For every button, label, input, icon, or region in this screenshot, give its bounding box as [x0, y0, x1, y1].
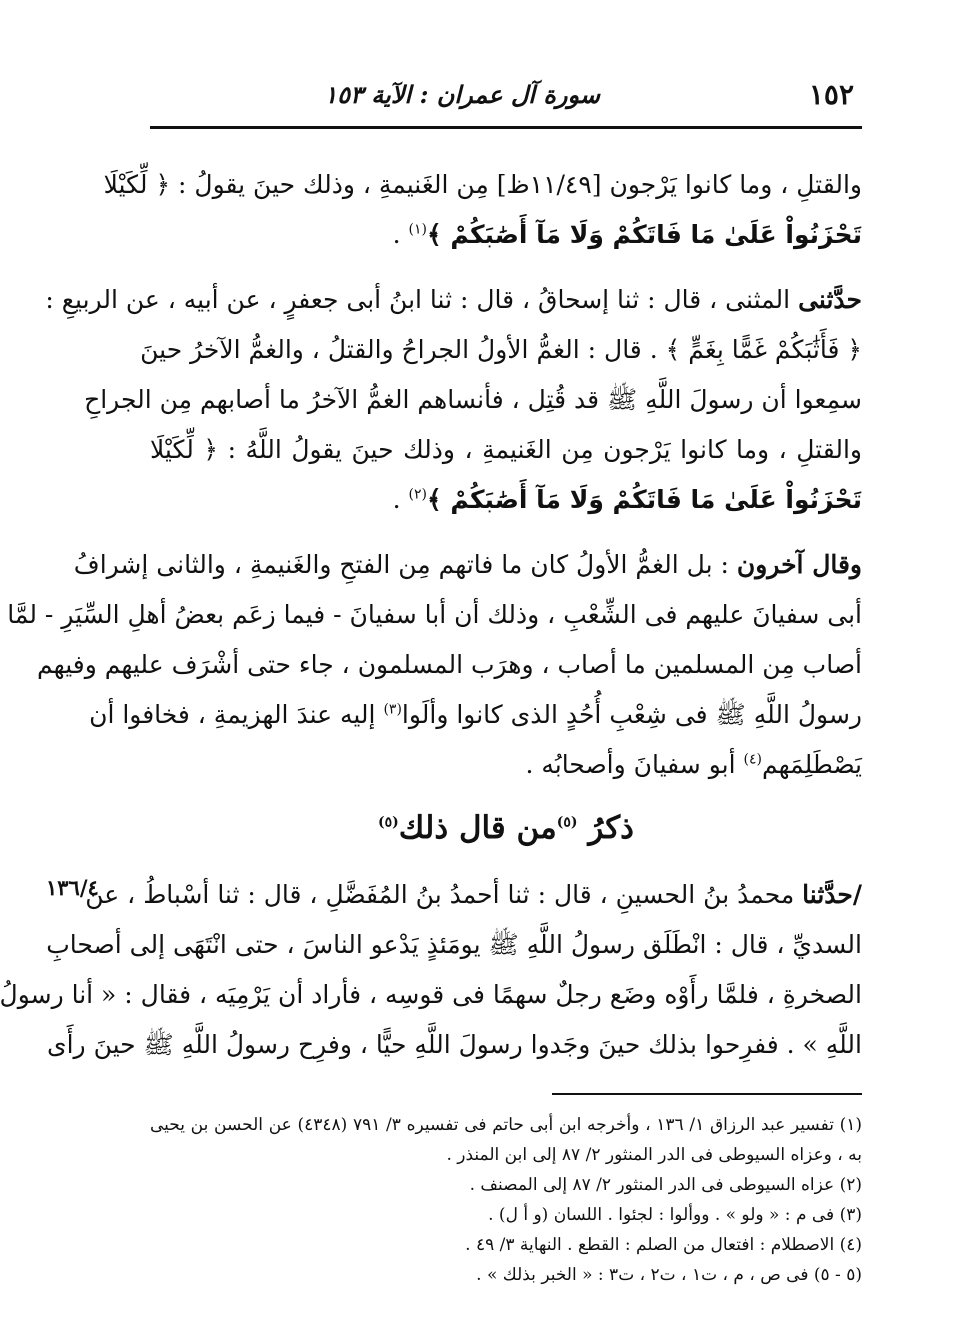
- text-line: أصاب مِن المسلمين ما أصاب ، وهرَب المسلمون ، جاء حتى أشْرَف عليهم وفيهم: [37, 650, 862, 679]
- footnote: به ، وعزاه السيوطى فى الدر المنثور ٢/ ٨٧ إلى ابن المنذر .: [446, 1145, 862, 1165]
- footnotes: [150, 1110, 862, 1290]
- text-line: رسولُ اللَّهِ ﷺ فى شِعْبِ أُحُدٍ الذى كانوا وألَوا$^{(٣)}$ إليه عندَ الهزيمةِ ، فخافوا أن: [89, 700, 862, 729]
- footnote-marker: (١): [408, 221, 427, 238]
- text-line: ﴿ فَأَثَٰبَكُمْ غَمًّا بِغَمٍّ ﴾ . قال : الغمُّ الأولُ الجراحُ والقتلُ ، والغمُّ الآخرُ حينَ: [140, 335, 862, 364]
- footnote-marker: (٥): [556, 814, 578, 831]
- narration-opener: حدَّثنى: [798, 285, 862, 314]
- margin-page-reference: ١٣٦/٤: [46, 875, 99, 900]
- footnote-marker: (٤): [743, 751, 762, 768]
- text-line: السديِّ ، قال : انْطَلَق رسولُ اللَّهِ ﷺ يومَئذٍ يَدْعو الناسَ ، حتى انْتَهَى إلى أصحابِ: [46, 930, 862, 959]
- running-title: سورة آل عمران : الآية ١٥٣: [324, 80, 600, 109]
- page-number: ١٥٢: [808, 78, 854, 111]
- text-line: أبى سفيانَ عليهم فى الشِّعْبِ ، وذلك أن أبا سفيانَ - فيما زعَم بعضُ أهلِ السِّيَرِ - لمَّا: [7, 600, 862, 629]
- footnote-marker: (٥): [378, 814, 399, 831]
- quran-verse: تَحْزَنُواْ عَلَىٰ مَا فَاتَكُمْ وَلَا مَآ أَصَٰبَكُمْ ﴾: [427, 220, 862, 249]
- footnote: (٣) فى م : « ولو » . ووألوا : لجئوا . اللسان (و أ ل) .: [488, 1205, 862, 1225]
- text-line: تَحْزَنُواْ عَلَىٰ مَا فَاتَكُمْ وَلَا مَآ أَصَٰبَكُمْ ﴾$^{(٢)}$ .: [392, 485, 862, 514]
- text-line: والقتلِ ، وما كانوا يَرْجون [١١/٤٩ظ] مِن الغَنيمةِ ، وذلك حينَ يقولُ : ﴿ لِّكَيْلَا: [103, 170, 862, 199]
- footnote-marker: (٢): [408, 486, 427, 503]
- text-line: /حدَّثنا محمدُ بنُ الحسينِ ، قال : ثنا أحمدُ بنُ المُفَضَّلِ ، قال : ثنا أسْباطُ ، عن: [85, 880, 862, 909]
- text-line: الصخرةِ ، فلمَّا رأَوْه وضَع رجلٌ سهمًا فى قوسِه ، فأراد أن يَرْمِيَه ، فقال : « أنا رسولُ: [0, 980, 862, 1009]
- footnote: (٢) عزاه السيوطى فى الدر المنثور ٢/ ٨٧ إلى المصنف .: [469, 1175, 862, 1195]
- footnote-marker: (٣): [383, 701, 402, 718]
- footnote: (١) تفسير عبد الرزاق ١/ ١٣٦ ، وأخرجه ابن أبى حاتم فى تفسيره ٣/ ٧٩١ (٤٣٤٨) عن الحسن بن يحيى: [150, 1115, 863, 1135]
- paragraph-1: [103, 160, 862, 260]
- text-line: حدَّثنى المثنى ، قال : ثنا إسحاقُ ، قال : ثنا ابنُ أبى جعفرٍ ، عن أبيه ، عن الربيعِ :: [45, 285, 862, 314]
- narration-opener: وقال آخرون: [736, 550, 862, 579]
- footnote-separator: [552, 1093, 862, 1095]
- text-line: سمِعوا أن رسولَ اللَّهِ ﷺ قد قُتِل ، فأنساهم الغمُّ الآخرُ ما أصابهم مِن الجراحِ: [84, 385, 862, 414]
- header-rule: [150, 126, 862, 129]
- footnote: (٤) الاصطلام : افتعال من الصلم : القطع . النهاية ٣/ ٤٩ .: [465, 1235, 862, 1255]
- text-line: اللَّهِ » . ففرِحوا بذلك حينَ وجَدوا رسولَ اللَّهِ حيًّا ، وفرِح رسولُ اللَّهِ ﷺ حينَ رأَى: [47, 1030, 862, 1059]
- text-line: والقتلِ ، وما كانوا يَرْجون مِن الغَنيمةِ ، وذلك حينَ يقولُ اللَّهُ : ﴿ لِّكَيْلَا: [150, 435, 862, 464]
- running-header: [150, 70, 862, 130]
- narration-opener: /حدَّثنا: [802, 880, 862, 909]
- quran-verse: تَحْزَنُواْ عَلَىٰ مَا فَاتَكُمْ وَلَا مَآ أَصَٰبَكُمْ ﴾: [427, 485, 862, 514]
- paragraph-2: [45, 275, 862, 525]
- text-line: وقال آخرون : بل الغمُّ الأولُ كان ما فاتهم مِن الفتحِ والغَنيمةِ ، والثانى إشرافُ: [73, 550, 862, 579]
- footnote: (٥ - ٥) فى ص ، م ، ت١ ، ت٢ ، ت٣ : « الخبر بذلك » .: [476, 1265, 862, 1285]
- section-heading: ذكرُ $^{(٥)}$من قال ذلك$^{(٥)}$: [378, 810, 634, 846]
- text-line: تَحْزَنُواْ عَلَىٰ مَا فَاتَكُمْ وَلَا مَآ أَصَٰبَكُمْ ﴾$^{(١)}$ .: [392, 220, 862, 249]
- text-line: يَصْطَلِمَهم$^{(٤)}$ أبو سفيانَ وأصحابُه .: [525, 750, 862, 779]
- paragraph-3: [7, 540, 862, 790]
